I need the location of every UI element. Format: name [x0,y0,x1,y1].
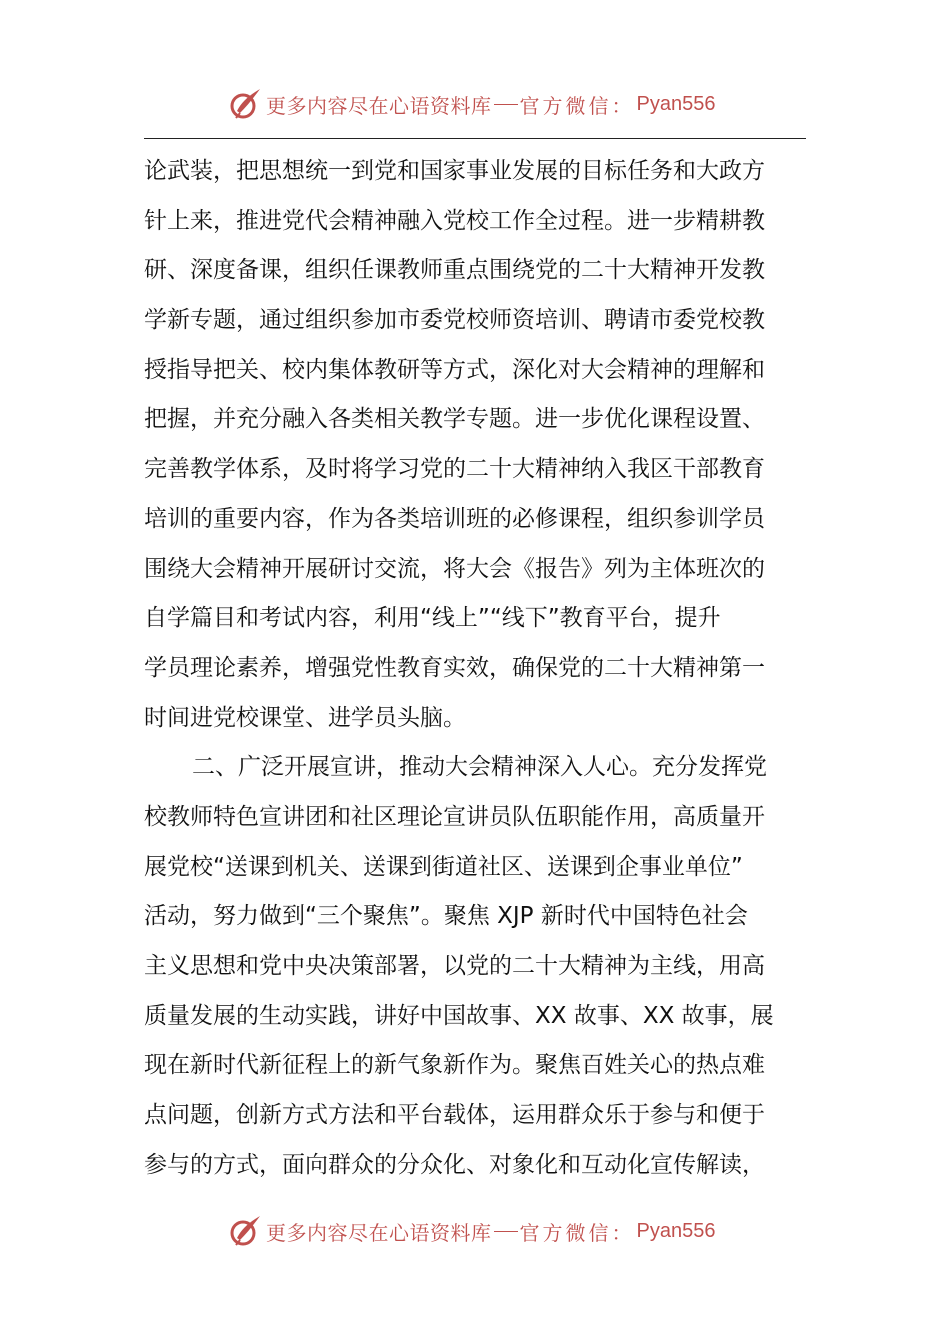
text-line: 质量发展的生动实践，讲好中国故事、XX 故事、XX 故事，展 [144,1002,774,1029]
text-line: 学员理论素养，增强党性教育实效，确保党的二十大精神第一 [144,654,765,681]
text-line: 培训的重要内容，作为各类培训班的必修课程，组织参训学员 [144,505,765,532]
text-line: 参与的方式，面向群众的分众化、对象化和互动化宣传解读， [144,1151,765,1178]
document-body [144,147,794,1190]
header-rule [144,138,806,139]
footer-wechat-label: 官方微信： [519,1220,635,1245]
text-line: 完善教学体系，及时将学习党的二十大精神纳入我区干部教育 [144,456,765,483]
footer-wechat-account: Pyan556 [636,1219,716,1242]
quill-pen-logo-icon [228,1214,262,1248]
text-line: 时间进党校课堂、进学员头脑。 [144,704,466,731]
text-line: 现在新时代新征程上的新气象新作为。聚焦百姓关心的热点难 [144,1052,765,1079]
text-line: 把握，并充分融入各类相关教学专题。进一步优化课程设置、 [144,406,765,433]
footer-banner [228,1211,715,1251]
text-line: 展党校“送课到机关、送课到街道社区、送课到企事业单位” [144,853,743,880]
text-line: 围绕大会精神开展研讨交流，将大会《报告》列为主体班次的 [144,555,765,582]
text-line: 自学篇目和考试内容，利用“线上”“线下”教育平台，提升 [144,605,721,632]
quill-pen-logo-icon [228,87,262,121]
text-line: 授指导把关、校内集体教研等方式，深化对大会精神的理解和 [144,356,765,383]
text-line: 点问题，创新方式方法和平台载体，运用群众乐于参与和便于 [144,1102,765,1129]
header-brand-text: 更多内容尽在心语资料库 [266,93,492,118]
text-line: 针上来，推进党代会精神融入党校工作全过程。进一步精耕教 [144,207,765,234]
header-wechat-label: 官方微信： [519,93,635,118]
header-banner [228,84,715,124]
footer-dash [494,1231,518,1232]
text-line: 学新专题，通过组织参加市委党校师资培训、聘请市委党校教 [144,307,765,334]
text-line: 活动，努力做到“三个聚焦”。聚焦 XJP 新时代中国特色社会 [144,903,748,930]
text-line: 研、深度备课，组织任课教师重点围绕党的二十大精神开发教 [144,257,765,284]
text-line: 校教师特色宣讲团和社区理论宣讲员队伍职能作用，高质量开 [144,803,765,830]
text-line: 主义思想和党中央决策部署，以党的二十大精神为主线，用高 [144,953,765,979]
header-wechat-account: Pyan556 [636,92,716,115]
text-line: 论武装，把思想统一到党和国家事业发展的目标任务和大政方 [144,158,765,184]
header-dash [494,104,518,105]
footer-brand-text: 更多内容尽在心语资料库 [266,1220,492,1245]
section-heading-line: 二、广泛开展宣讲，推动大会精神深入人心。充分发挥党 [192,754,767,781]
